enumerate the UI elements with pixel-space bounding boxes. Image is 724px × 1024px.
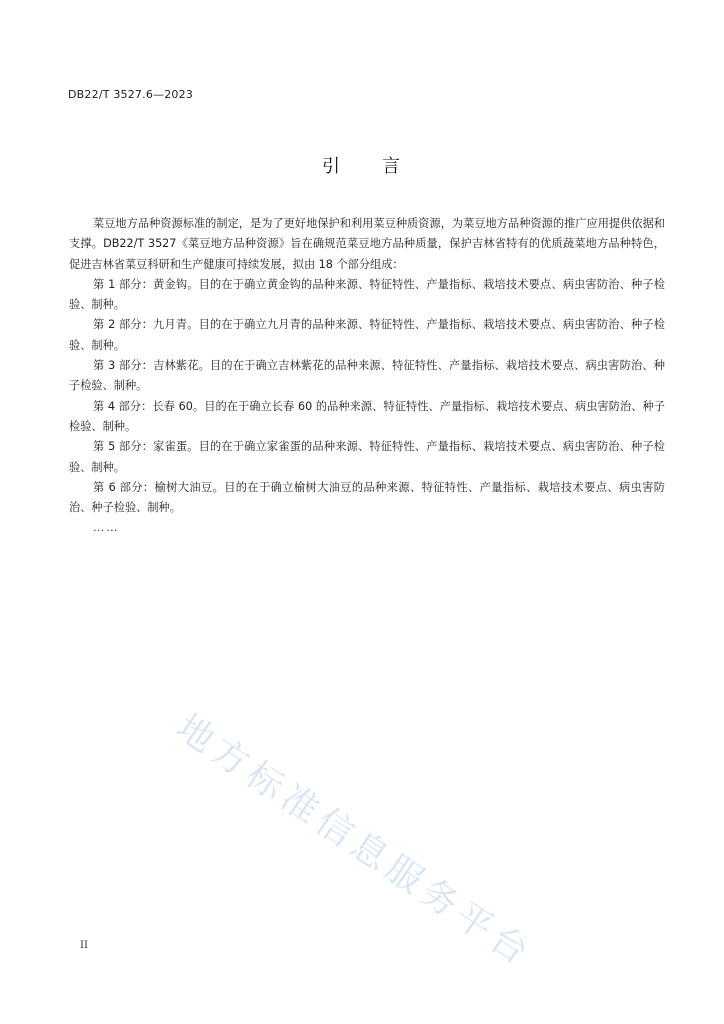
title-char-1: 引 xyxy=(322,156,342,177)
part-5-paragraph: 第 5 部分：家雀蛋。目的在于确立家雀蛋的品种来源、特征特性、产量指标、栽培技术要点、病虫害防治、种子检验、制种。 xyxy=(69,440,665,474)
intro-paragraph: 菜豆地方品种资源标准的制定，是为了更好地保护和利用菜豆种质资源，为菜豆地方品种资源的推广应用提供依据和支撑。DB22/T 3527《菜豆地方品种资源》旨在确规范菜豆地方品种质量，保护吉林省特有的优质蔬菜地方品种特色，促进吉林省菜豆科研和生产健康可持续发展，拟由 18 个部分组成： xyxy=(69,217,665,271)
part-1-paragraph: 第 1 部分：黄金钩。目的在于确立黄金钩的品种来源、特征特性、产量指标、栽培技术要点、病虫害防治、种子检验、制种。 xyxy=(69,277,665,312)
part-6-paragraph: 第 6 部分：榆树大油豆。目的在于确立榆树大油豆的品种来源、特征特性、产量指标、栽培技术要点、病虫害防治、种子检验、制种。 xyxy=(69,480,665,515)
part-2-paragraph: 第 2 部分：九月青。目的在于确立九月青的品种来源、特征特性、产量指标、栽培技术要点、病虫害防治、种子检验、制种。 xyxy=(69,318,665,352)
title-char-2: 言 xyxy=(382,156,402,177)
continuation-ellipsis: …… xyxy=(93,521,120,535)
part-3-paragraph: 第 3 部分：吉林紫花。目的在于确立吉林紫花的品种来源、特征特性、产量指标、栽培技术要点、病虫害防治、种子检验、制种。 xyxy=(69,359,665,393)
page-number: II xyxy=(80,940,88,951)
introduction-body xyxy=(69,214,665,539)
part-4-paragraph: 第 4 部分：长春 60。目的在于确立长春 60 的品种来源、特征特性、产量指标、栽培技术要点、病虫害防治、种子检验、制种。 xyxy=(69,399,665,433)
page-title xyxy=(0,152,724,178)
document-code: DB22/T 3527.6—2023 xyxy=(68,88,194,101)
watermark-text: 地方标准信息服务平台 xyxy=(168,706,540,976)
